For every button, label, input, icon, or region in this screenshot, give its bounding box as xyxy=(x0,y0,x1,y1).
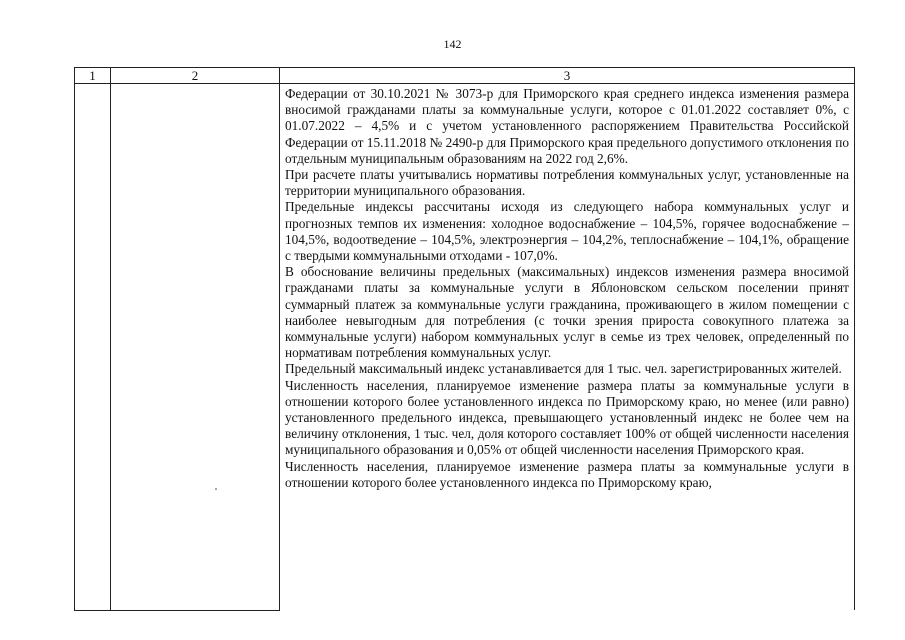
cell-column-1 xyxy=(75,84,111,611)
column-header-2: 2 xyxy=(111,68,280,84)
paragraph: При расчете платы учитывались нормативы потребления коммунальных услуг, установленные на территории муниципального образования. xyxy=(285,167,849,199)
document-table xyxy=(74,67,855,611)
cell-column-2 xyxy=(111,84,280,611)
column-header-1: 1 xyxy=(75,68,111,84)
paragraph: Численность населения, планируемое изменение размера платы за коммунальные услуги в отношении которого более установленного индекса по Приморскому краю, xyxy=(285,458,849,490)
paragraph: Предельный максимальный индекс устанавливается для 1 тыс. чел. зарегистрированных жителей. xyxy=(285,361,842,377)
scan-speck xyxy=(215,488,217,490)
paragraph: Численность населения, планируемое изменение размера платы за коммунальные услуги в отношении которого более установленного индекса по Приморскому краю, но менее (или равно) установленного предельного индекса, превышающего установленный индекс не более чем на величину отклонения, 1 тыс. чел, доля которого составляет 100% от общей численности населения муниципального образования и 0,05% от общей численности населения Приморского края. xyxy=(285,377,849,458)
table-header-row xyxy=(75,68,855,84)
paragraph: Предельные индексы рассчитаны исходя из следующего набора коммунальных услуг и прогнозных темпов их изменения: холодное водоснабжение – 104,5%, горячее водоснабжение – 104,5%, водоотведение – 104,5%, электроэнергия – 104,2%, теплоснабжение – 104,1%, обращение с твердыми коммунальными отходами - 107,0%. xyxy=(285,199,849,264)
page-number: 142 xyxy=(443,37,462,51)
column-header-3: 3 xyxy=(280,68,855,84)
cell-column-3 xyxy=(280,84,855,611)
paragraph: В обоснование величины предельных (максимальных) индексов изменения размера вносимой гражданами платы за коммунальные услуги в Яблоновском сельском поселении принят суммарный платеж за коммунальные услуги гражданина, проживающего в жилом помещении с наиболее невыгодным для потребления (с точки зрения прироста совокупного платежа за коммунальные услуги) набором коммунальных услуг в семье из трех человек, определенный по нормативам потребления коммунальных услуг. xyxy=(285,264,849,361)
paragraph: Федерации от 30.10.2021 № 3073-р для Приморского края среднего индекса изменения размера вносимой гражданами платы за коммунальные услуги, которое с 01.01.2022 составляет 0%, с 01.07.2022 – 4,5% и с учетом установленного распоряжением Правительства Российской Федерации от 15.11.2018 № 2490-р для Приморского края предельного допустимого отклонения по отдельным муниципальным образованиям на 2022 год 2,6%. xyxy=(285,86,849,166)
table-row xyxy=(75,84,855,611)
